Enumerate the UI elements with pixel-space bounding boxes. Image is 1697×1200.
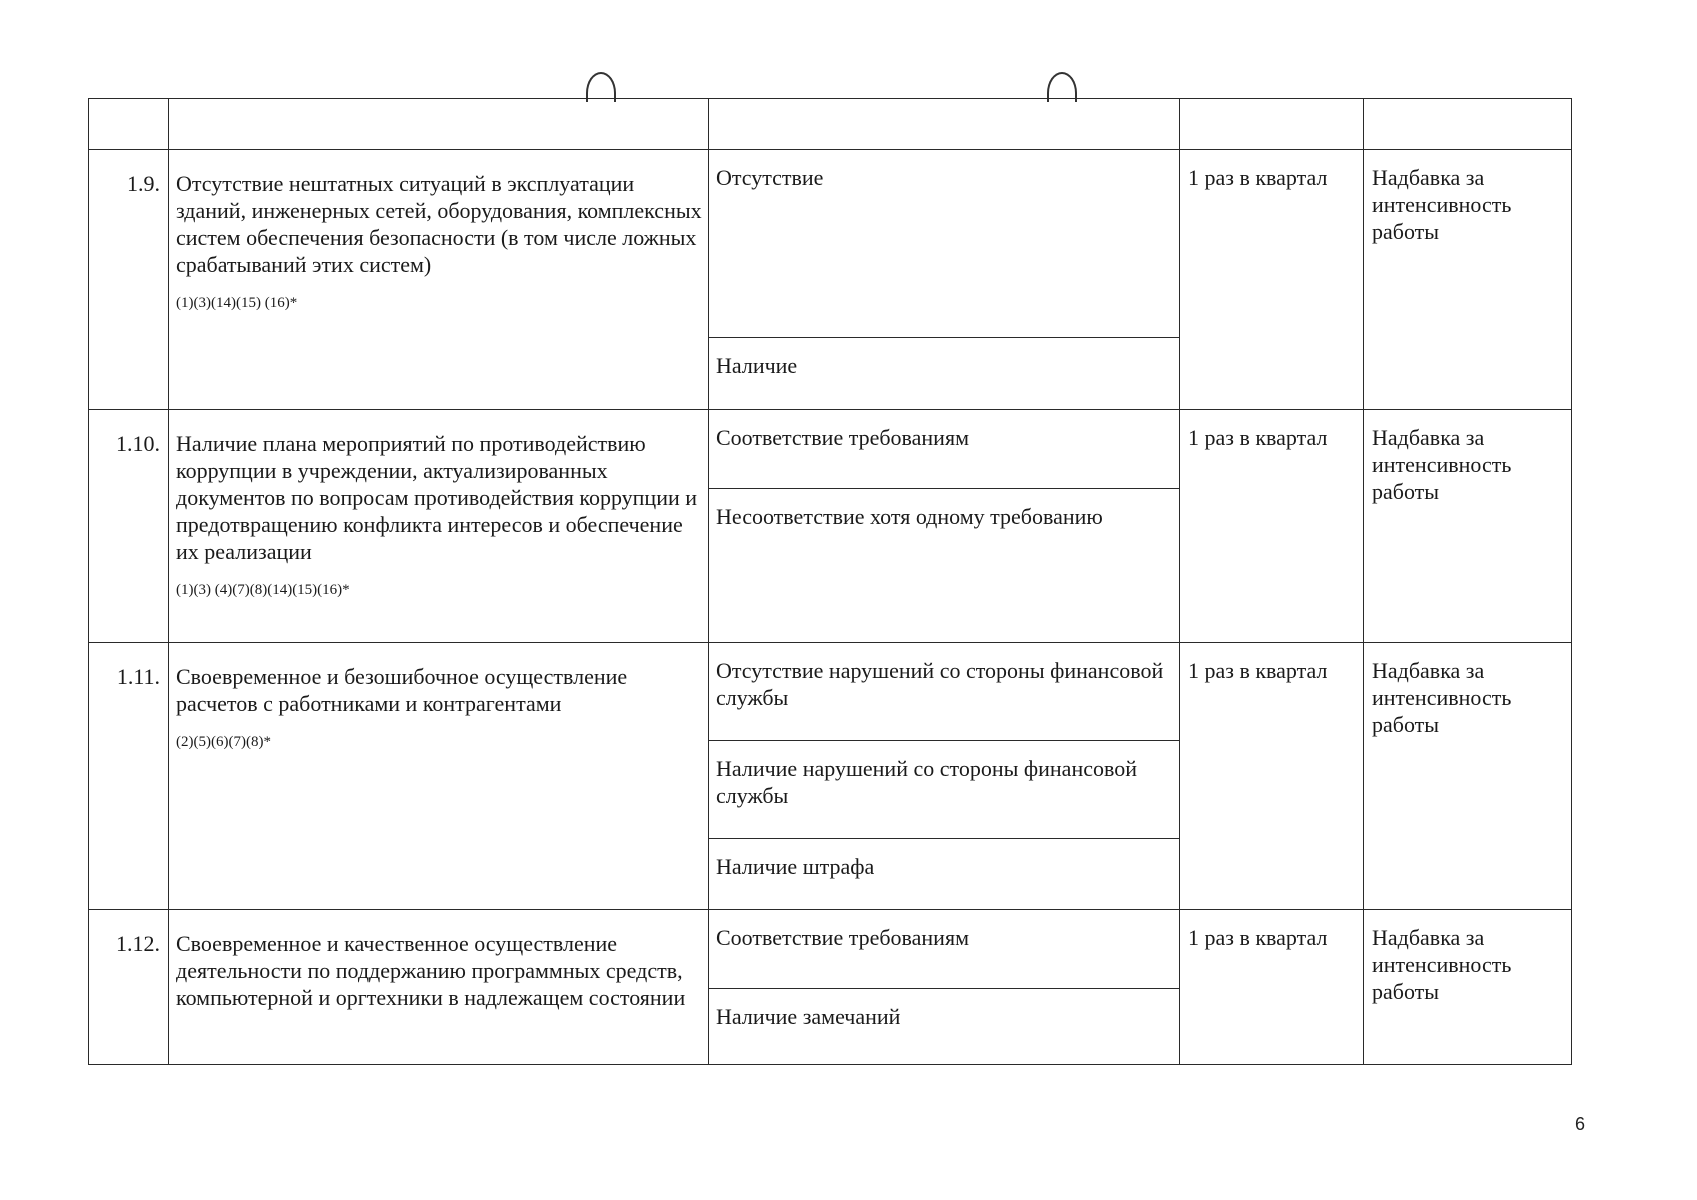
option-item: Наличие штрафа <box>716 854 875 879</box>
table-row <box>89 643 1572 910</box>
option-item: Несоответствие хотя одному требованию <box>716 504 1103 529</box>
criterion-cell <box>169 150 709 410</box>
header-cell-payment <box>1364 99 1572 150</box>
criterion-cell <box>169 910 709 1065</box>
payment-type-cell: Надбавка за интенсивность работы <box>1364 643 1572 910</box>
header-cell-frequency <box>1180 99 1364 150</box>
criterion-refs: (1)(3) (4)(7)(8)(14)(15)(16)* <box>176 582 350 598</box>
criteria-table <box>88 98 1572 1065</box>
options-cell <box>709 150 1180 410</box>
options-cell <box>709 910 1180 1065</box>
frequency-cell: 1 раз в квартал <box>1180 643 1364 910</box>
options-cell <box>709 410 1180 643</box>
header-cell-number <box>89 99 169 150</box>
criterion-text: Своевременное и качественное осуществление деятельности по поддержанию программных средств, компьютерной и оргтехники в надлежащем состоянии <box>176 931 686 1010</box>
row-number: 1.9. <box>89 150 169 410</box>
row-number: 1.12. <box>89 910 169 1065</box>
criterion-text: Отсутствие нештатных ситуаций в эксплуатации зданий, инженерных сетей, оборудования, комплексных систем обеспечения безопасности (в том числе ложных срабатываний этих систем) <box>176 171 702 277</box>
table-row <box>89 910 1572 1065</box>
frequency-cell: 1 раз в квартал <box>1180 910 1364 1065</box>
table-row <box>89 410 1572 643</box>
table-header-row <box>89 99 1572 150</box>
header-cell-criterion <box>169 99 709 150</box>
frequency-cell: 1 раз в квартал <box>1180 150 1364 410</box>
criterion-refs: (2)(5)(6)(7)(8)* <box>176 734 271 750</box>
frequency-cell: 1 раз в квартал <box>1180 410 1364 643</box>
options-cell <box>709 643 1180 910</box>
table-row <box>89 150 1572 410</box>
option-item: Отсутствие нарушений со стороны финансовой службы <box>709 643 1179 741</box>
criterion-cell <box>169 410 709 643</box>
payment-type-cell: Надбавка за интенсивность работы <box>1364 410 1572 643</box>
row-number: 1.11. <box>89 643 169 910</box>
option-item: Наличие <box>716 353 798 378</box>
header-cell-options <box>709 99 1180 150</box>
option-item: Отсутствие <box>709 150 1179 338</box>
page-number: 6 <box>1574 1114 1585 1134</box>
option-item: Соответствие требованиям <box>709 410 1179 489</box>
payment-type-cell: Надбавка за интенсивность работы <box>1364 150 1572 410</box>
criterion-refs: (1)(3)(14)(15) (16)* <box>176 295 298 311</box>
criterion-text: Своевременное и безошибочное осуществление расчетов с работниками и контрагентами <box>176 664 628 716</box>
row-number: 1.10. <box>89 410 169 643</box>
option-item: Наличие замечаний <box>716 1004 901 1029</box>
payment-type-cell: Надбавка за интенсивность работы <box>1364 910 1572 1065</box>
criterion-cell <box>169 643 709 910</box>
option-item: Соответствие требованиям <box>709 910 1179 989</box>
criterion-text: Наличие плана мероприятий по противодействию коррупции в учреждении, актуализированных документов по вопросам противодействия коррупции и предотвращению конфликта интересов и обеспечение их реализации <box>176 431 698 564</box>
option-item: Наличие нарушений со стороны финансовой службы <box>709 741 1179 839</box>
